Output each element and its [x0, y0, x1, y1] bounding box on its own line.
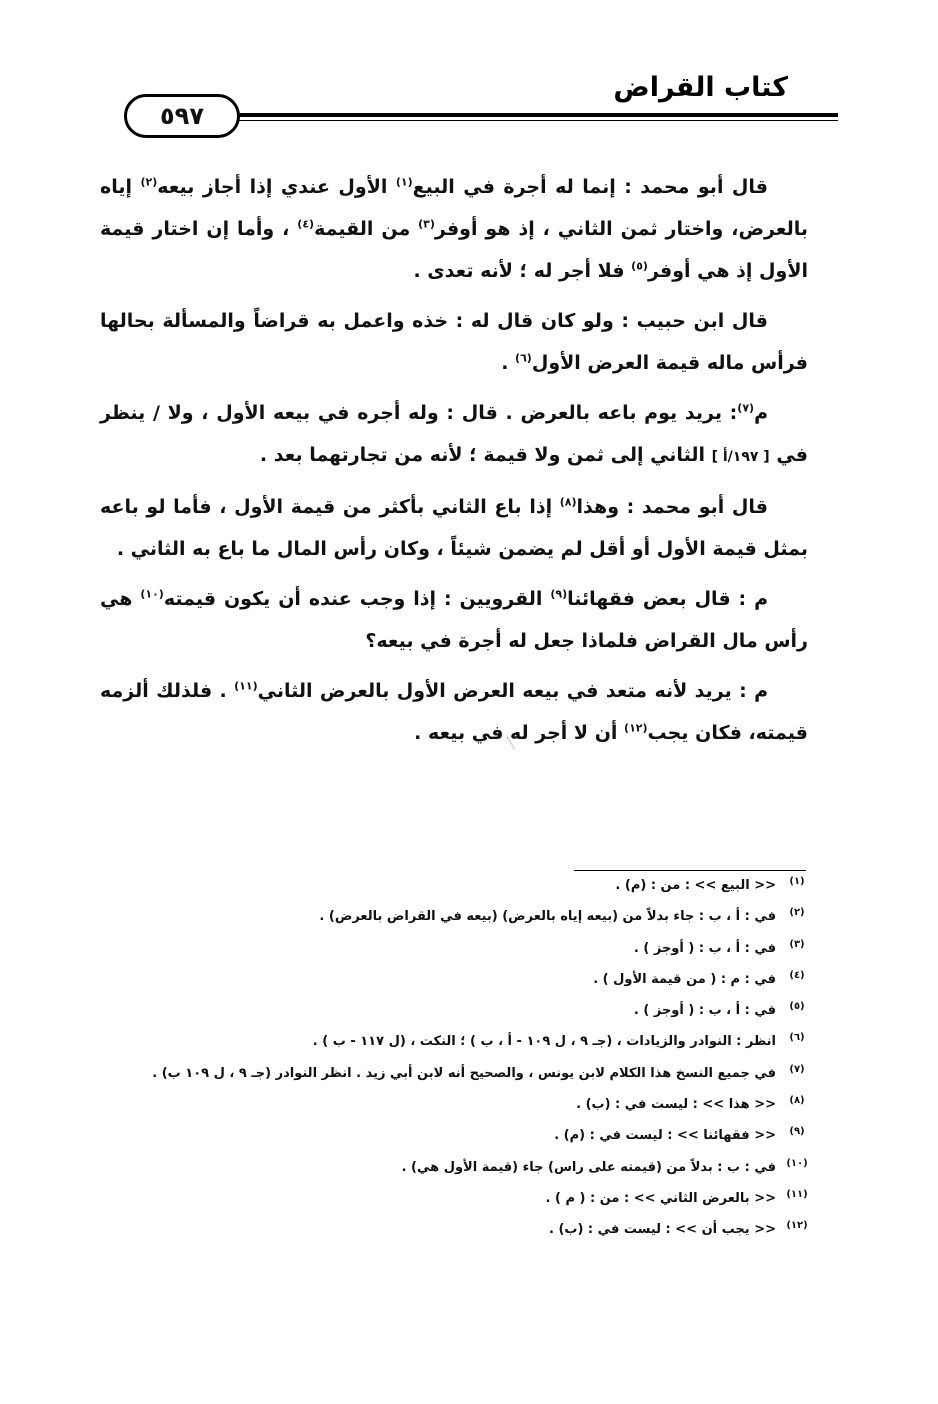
header-rule — [200, 113, 838, 117]
footnote — [120, 969, 818, 1003]
footnote-text: في : أ ، ب : جاء بدلاً من (بيعه إياه بالعرض) (بيعه في القراض بالعرض) . — [319, 909, 776, 925]
footnote-ref: (٣) — [418, 217, 435, 231]
text-run: الأول عندي إذا أجاز بيعه — [157, 176, 396, 198]
footnote-ref: (٩) — [550, 587, 568, 601]
footnote-text: << يجب أن >> : ليست في : (ب) . — [549, 1222, 776, 1238]
paragraph — [100, 578, 808, 662]
text-run: فلا أجر له ؛ لأنه تعدى . — [413, 260, 632, 282]
text-run: . — [501, 352, 516, 374]
footnote-number: (٧) — [789, 1063, 805, 1075]
paragraph — [100, 670, 808, 754]
footnote-text: << البيع >> : من : (م) . — [615, 878, 776, 893]
footnote-text: << هذا >> : ليست في : (ب) . — [576, 1097, 776, 1113]
manuscript-folio-marker: [ ١٩٧/أ ] — [711, 449, 770, 465]
footnote — [120, 1128, 818, 1159]
footnote — [120, 1034, 818, 1065]
footnote-ref: (٥) — [631, 259, 648, 273]
footnote — [120, 938, 818, 972]
footnote — [120, 1097, 818, 1128]
footnote-ref: (١١) — [234, 679, 258, 693]
header-rule-thin — [200, 120, 838, 121]
text-run: قال أبو محمد : وهذا — [576, 496, 768, 518]
paragraph — [100, 300, 808, 384]
footnote-text: في : أ ، ب : ( أوجز ) . — [633, 940, 776, 956]
chapter-title: كتاب القراض — [613, 72, 788, 103]
footnote-ref: (٦) — [515, 351, 532, 365]
footnote-number: (٨) — [789, 1095, 805, 1107]
footnote — [120, 1157, 818, 1191]
page-number: ٥٩٧ — [160, 102, 204, 130]
text-run: القرويين : إذا وجب عنده أن يكون قيمته — [163, 588, 551, 610]
footnote-ref: (١) — [395, 175, 413, 189]
text-run: إياه بالعرض، واختار ثمن الثاني ، إذ هو أوفر — [100, 176, 808, 240]
text-run: م : يريد لأنه متعد في بيعه العرض الأول بالعرض الثاني — [257, 680, 768, 702]
footnote-ref: (٤) — [297, 217, 315, 231]
footnote-number: (١) — [789, 876, 805, 887]
text-run: قال ابن حبيب : ولو كان قال له : خذه واعمل به قراضاً والمسألة بحالها فرأس ماله قيمة العرض الأول — [100, 310, 808, 374]
footnote — [120, 909, 818, 940]
footnote-ref: (٧) — [737, 401, 755, 415]
footnote-number: (٥) — [789, 1001, 805, 1013]
footnote-number: (٣) — [789, 938, 805, 950]
footnote-text: في : أ ، ب : ( أوجز ) . — [633, 1003, 776, 1019]
text-run: قال أبو محمد : إنما له أجرة في البيع — [412, 176, 768, 198]
footnote-number: (١٢) — [786, 1220, 808, 1232]
text-run: إذا باع الثاني بأكثر من قيمة الأول ، فأما لو باعه بمثل قيمة الأول أو أقل لم يضمن شيئاً ، وكان رأس المال ما باع به الثاني . — [100, 496, 808, 560]
text-run: . فلذلك ألزمه قيمته، فكان يجب — [100, 680, 808, 744]
main-text — [100, 166, 808, 762]
text-run: م : قال بعض فقهائنا — [567, 588, 769, 610]
footnote-number: (٤) — [789, 969, 805, 981]
text-run: هي رأس مال القراض فلماذا جعل له أجرة في بيعه؟ — [100, 588, 808, 652]
text-run: أن لا أجر له في بيعه . — [414, 722, 625, 744]
text-run: : يريد يوم باعه بالعرض . قال : وله أجره في بيعه الأول ، ولا / ينظر في — [100, 402, 808, 466]
footnote — [120, 878, 818, 909]
text-run: من القيمة — [314, 218, 419, 240]
footnote-ref: (١٠) — [140, 587, 164, 601]
footnote-number: (٦) — [789, 1032, 805, 1044]
footnote-ref: (١٢) — [624, 721, 648, 735]
footnotes-list — [120, 878, 818, 1254]
footnote-number: (٢) — [789, 907, 805, 919]
footnote-text: انظر : النوادر والزيادات ، (جـ ٩ ، ل ١٠٩ - أ ، ب ) ؛ النكت ، (ل ١١٧ - ب ) . — [312, 1034, 776, 1050]
footnote-ref: (٢) — [140, 175, 158, 189]
text-run: ، وأما إن اختار قيمة الأول إذ هي أوفر — [100, 218, 808, 282]
paragraph — [100, 486, 808, 570]
text-run: الثاني إلى ثمن ولا قيمة ؛ لأنه من تجارتهما بعد . — [259, 444, 712, 466]
page-number-badge — [124, 94, 240, 138]
paragraph — [100, 392, 808, 478]
footnote-number: (١٠) — [786, 1157, 808, 1169]
footnote-number: (٩) — [789, 1126, 805, 1138]
footnote-text: << بالعرض الثاني >> : من : ( م ) . — [545, 1190, 776, 1206]
footnote-text: في : ب : بدلاً من (قيمته على راس) جاء (قيمة الأول هي) . — [401, 1159, 776, 1175]
footnote — [120, 1003, 818, 1034]
paragraph — [100, 166, 808, 292]
footnote — [120, 1222, 818, 1253]
footnote-number: (١١) — [786, 1188, 808, 1200]
footnote-separator — [574, 870, 806, 871]
text-run: م — [754, 402, 768, 424]
footnote-text: << فقهائنا >> : ليست في : (م) . — [554, 1128, 776, 1144]
footnote — [120, 1188, 818, 1222]
footnote-text: في : م : ( من قيمة الأول ) . — [593, 971, 776, 987]
footnote-ref: (٨) — [559, 495, 577, 509]
footnote — [120, 1063, 818, 1097]
footnote-text: في جميع النسخ هذا الكلام لابن يونس ، والصحيح أنه لابن أبي زيد . انظر النوادر (جـ ٩ ، ل ١٠٩ ب) . — [152, 1065, 776, 1081]
